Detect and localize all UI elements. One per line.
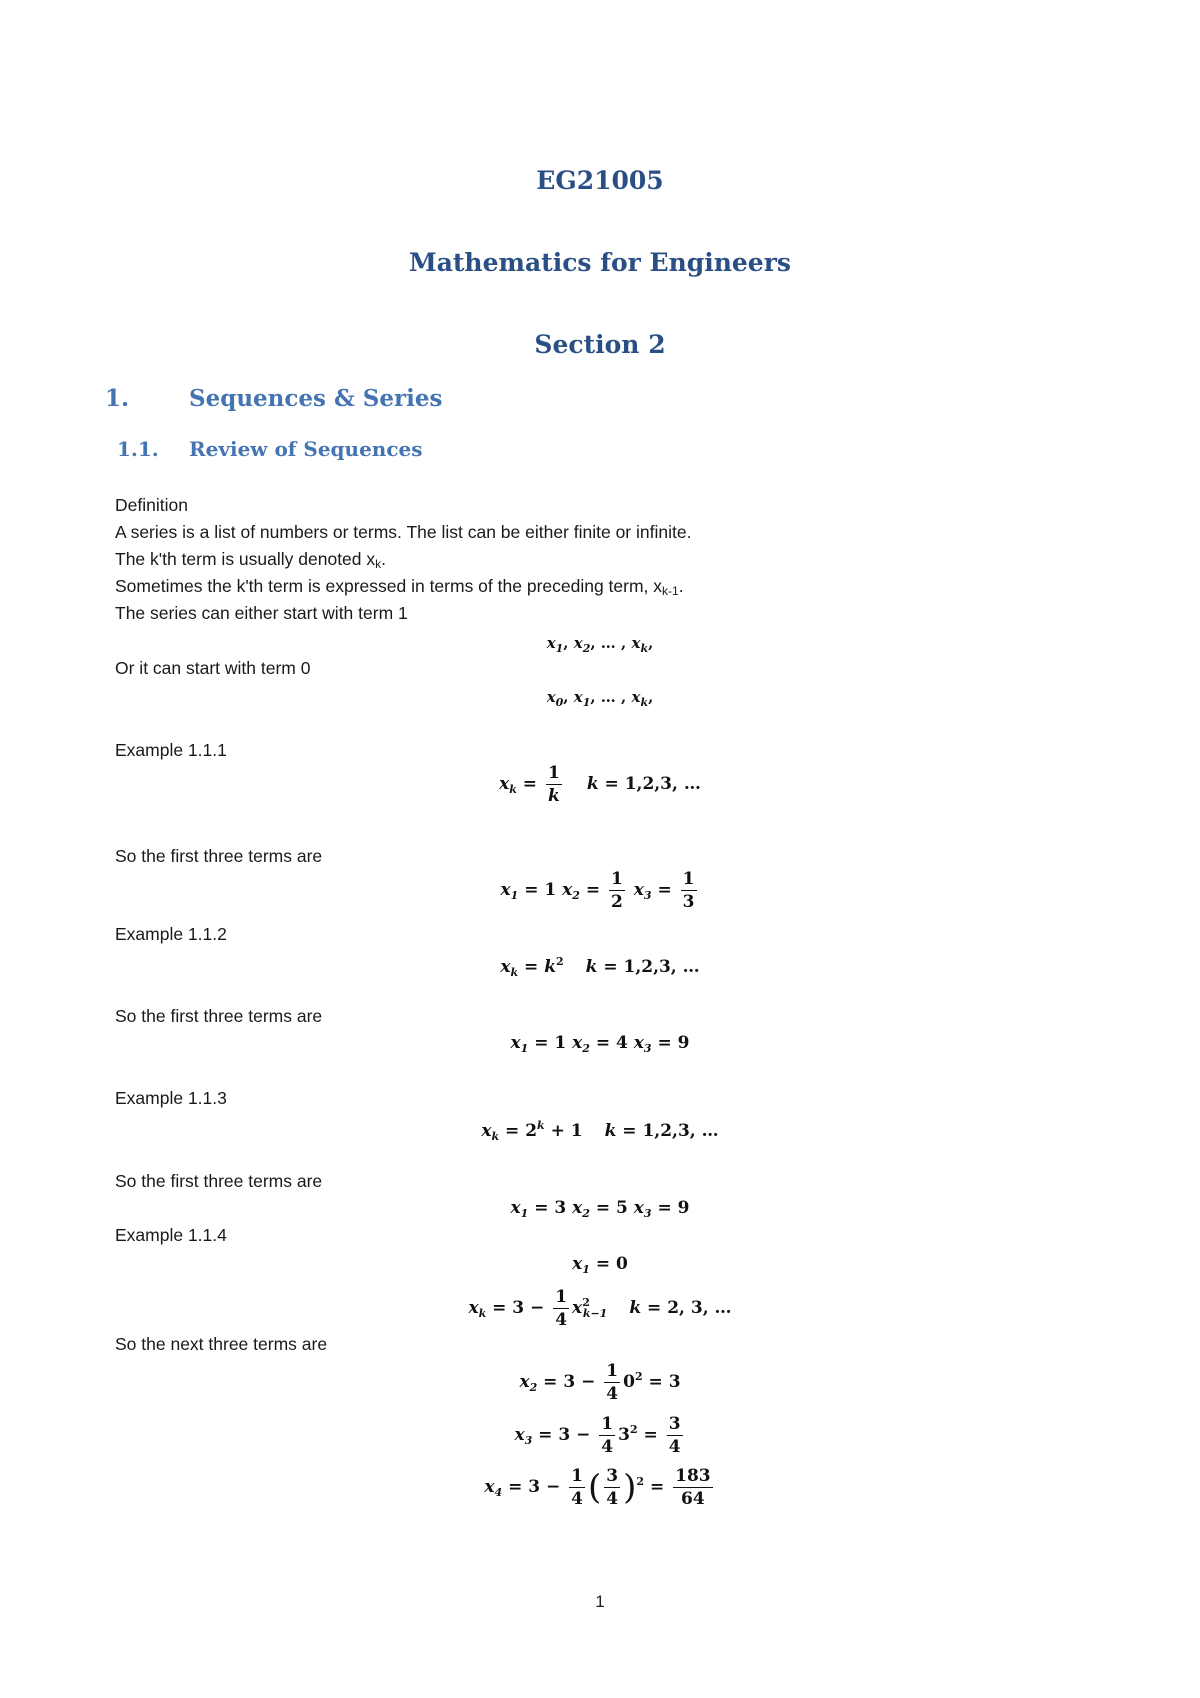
definition-line-5: Or it can start with term 0 [115,658,311,678]
equation-example-3: $x_k = 2^k + 1$ k = 1,2,3, … [481,1119,719,1143]
definition-label: Definition [115,495,188,515]
definition-line-2: The k'th term is usually denoted $x_k$. [115,549,387,571]
equation-example-4-initial: $x_1 = 0$ [572,1254,628,1276]
example-2-label: Example 1.1.2 [115,924,227,944]
heading-1-text: Sequences & Series [189,385,443,412]
section-title: Section 2 [534,330,666,359]
example-4-label: Example 1.1.4 [115,1225,227,1245]
example-3-follow: So the first three terms are [115,1171,323,1191]
course-title: Mathematics for Engineers [409,248,791,277]
equation-example-1-terms: $x_1 = 1$ $x_2$ = $\frac{1}{2}$ $x_3$ = $\frac{1}{3}$ [500,869,695,912]
equation-example-2-terms: $x_1 = 1$ $x_2 = 4$ $x_3 = 9$ [510,1033,690,1055]
equation-sequence-from-1: $x_1$, $x_2$, … , $x_k$, [546,634,654,655]
heading-2-text: Review of Sequences [189,437,423,461]
equation-example-2: $x_k = k^2$ k = 1,2,3, … [500,955,700,979]
equation-example-3-terms: $x_1 = 3$ $x_2 = 5$ $x_3 = 9$ [510,1198,690,1220]
definition-line-1: A series is a list of numbers or terms. The list can be either finite or infinite. [115,522,692,542]
example-1-label: Example 1.1.1 [115,740,227,760]
example-4-follow: So the next three terms are [115,1334,328,1354]
equation-sequence-from-0: $x_0$, $x_1$, … , $x_k$, [546,688,654,709]
heading-2-number: 1.1. [117,437,159,461]
page-number: 1 [595,1592,605,1611]
equation-example-4-recurrence: $x_k = 3$ − $\frac{1}{4}$ $x^2_{k-1}$ k = 2, 3, … [468,1287,732,1330]
definition-line-4: The series can either start with term 1 [115,603,408,623]
equation-example-4-x4: $x_4 = 3$ − $\frac{1}{4}$ ( $\frac{3}{4}$ )$^2$ = $\frac{183}{64}$ [484,1466,711,1509]
course-code: EG21005 [536,166,664,195]
equation-example-4-x2: $x_2 = 3$ − $\frac{1}{4}$ $0^2 = 3$ [519,1361,681,1404]
equation-example-4-x3: $x_3 = 3$ − $\frac{1}{4}$ $3^2$ = $\frac{3}{4}$ [514,1414,681,1457]
example-2-follow: So the first three terms are [115,1006,323,1026]
definition-line-3: Sometimes the k'th term is expressed in terms of the preceding term, $x_{k-1}$. [115,576,684,598]
heading-1-number: 1. [105,385,130,412]
equation-example-1: $x_k$ = $\frac{1}{k}$ k = 1,2,3, … [499,763,701,806]
example-1-follow: So the first three terms are [115,846,323,866]
example-3-label: Example 1.1.3 [115,1088,227,1108]
